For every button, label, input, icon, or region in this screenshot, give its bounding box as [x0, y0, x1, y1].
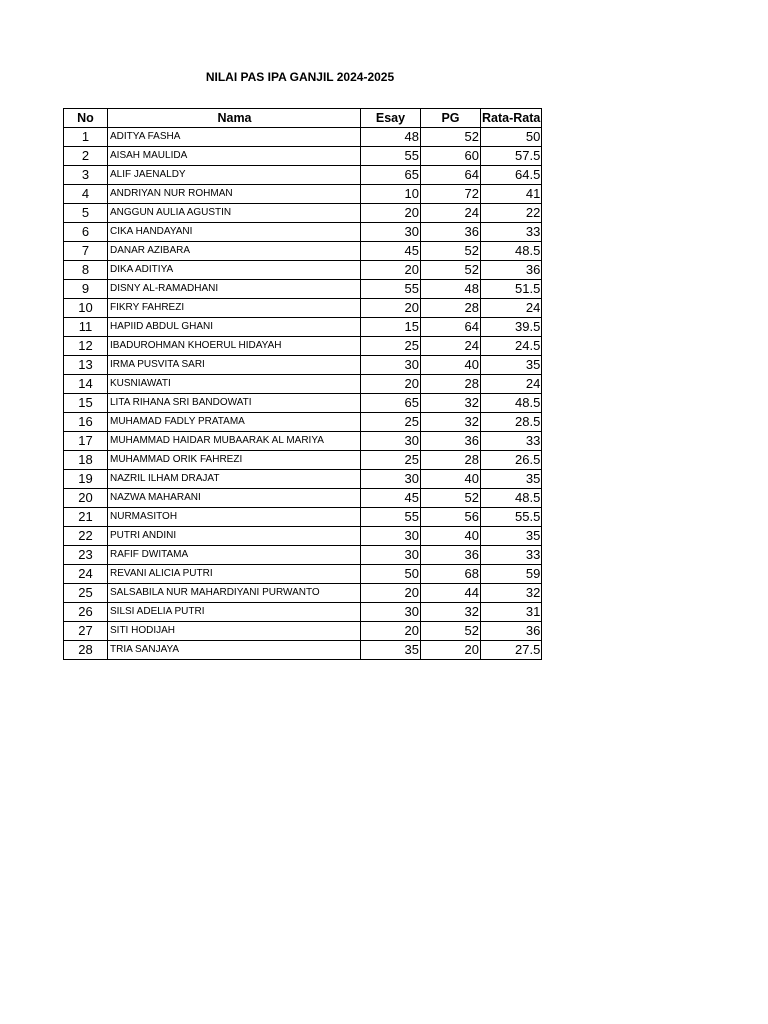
cell-nama: DISNY AL-RAMADHANI	[108, 280, 361, 299]
table-row	[64, 375, 542, 394]
cell-pg: 48	[421, 280, 481, 299]
cell-nama: REVANI ALICIA PUTRI	[108, 565, 361, 584]
cell-no: 3	[64, 166, 108, 185]
header-no: No	[64, 109, 108, 128]
cell-esay: 55	[361, 508, 421, 527]
cell-pg: 20	[421, 641, 481, 660]
table-row	[64, 432, 542, 451]
cell-rata-rata: 33	[481, 223, 542, 242]
table-header-row	[64, 109, 542, 128]
cell-no: 21	[64, 508, 108, 527]
cell-nama: NAZWA MAHARANI	[108, 489, 361, 508]
cell-esay: 55	[361, 280, 421, 299]
cell-no: 24	[64, 565, 108, 584]
cell-no: 13	[64, 356, 108, 375]
cell-rata-rata: 31	[481, 603, 542, 622]
table-row	[64, 223, 542, 242]
cell-no: 23	[64, 546, 108, 565]
cell-nama: IRMA PUSVITA SARI	[108, 356, 361, 375]
cell-no: 6	[64, 223, 108, 242]
cell-no: 18	[64, 451, 108, 470]
table-row	[64, 546, 542, 565]
cell-pg: 32	[421, 603, 481, 622]
cell-rata-rata: 48.5	[481, 242, 542, 261]
cell-rata-rata: 26.5	[481, 451, 542, 470]
cell-rata-rata: 36	[481, 261, 542, 280]
cell-no: 16	[64, 413, 108, 432]
cell-pg: 32	[421, 413, 481, 432]
cell-esay: 35	[361, 641, 421, 660]
cell-pg: 28	[421, 451, 481, 470]
cell-pg: 64	[421, 166, 481, 185]
header-esay: Esay	[361, 109, 421, 128]
cell-no: 15	[64, 394, 108, 413]
cell-nama: DIKA ADITIYA	[108, 261, 361, 280]
table-body	[64, 128, 542, 660]
cell-rata-rata: 51.5	[481, 280, 542, 299]
cell-esay: 30	[361, 603, 421, 622]
cell-no: 28	[64, 641, 108, 660]
cell-rata-rata: 28.5	[481, 413, 542, 432]
cell-pg: 24	[421, 337, 481, 356]
cell-esay: 25	[361, 413, 421, 432]
cell-pg: 60	[421, 147, 481, 166]
cell-no: 25	[64, 584, 108, 603]
cell-no: 1	[64, 128, 108, 147]
cell-pg: 56	[421, 508, 481, 527]
cell-rata-rata: 48.5	[481, 489, 542, 508]
cell-nama: MUHAMAD FADLY PRATAMA	[108, 413, 361, 432]
table-row	[64, 147, 542, 166]
table-row	[64, 603, 542, 622]
cell-rata-rata: 48.5	[481, 394, 542, 413]
cell-nama: MUHAMMAD ORIK FAHREZI	[108, 451, 361, 470]
cell-rata-rata: 27.5	[481, 641, 542, 660]
header-nama: Nama	[108, 109, 361, 128]
table-row	[64, 185, 542, 204]
table-row	[64, 261, 542, 280]
cell-rata-rata: 33	[481, 432, 542, 451]
cell-esay: 25	[361, 337, 421, 356]
cell-no: 26	[64, 603, 108, 622]
cell-esay: 30	[361, 546, 421, 565]
cell-esay: 15	[361, 318, 421, 337]
cell-nama: SILSI ADELIA PUTRI	[108, 603, 361, 622]
cell-nama: IBADUROHMAN KHOERUL HIDAYAH	[108, 337, 361, 356]
cell-pg: 52	[421, 261, 481, 280]
cell-rata-rata: 24	[481, 299, 542, 318]
cell-no: 20	[64, 489, 108, 508]
cell-rata-rata: 22	[481, 204, 542, 223]
cell-esay: 45	[361, 489, 421, 508]
cell-nama: RAFIF DWITAMA	[108, 546, 361, 565]
cell-esay: 45	[361, 242, 421, 261]
cell-pg: 68	[421, 565, 481, 584]
cell-esay: 30	[361, 432, 421, 451]
cell-rata-rata: 33	[481, 546, 542, 565]
cell-rata-rata: 64.5	[481, 166, 542, 185]
cell-nama: MUHAMMAD HAIDAR MUBAARAK AL MARIYA	[108, 432, 361, 451]
table-row	[64, 584, 542, 603]
cell-esay: 20	[361, 375, 421, 394]
cell-rata-rata: 35	[481, 527, 542, 546]
cell-rata-rata: 41	[481, 185, 542, 204]
page-title: NILAI PAS IPA GANJIL 2024-2025	[205, 70, 395, 84]
cell-pg: 40	[421, 470, 481, 489]
cell-nama: TRIA SANJAYA	[108, 641, 361, 660]
cell-pg: 52	[421, 242, 481, 261]
cell-nama: ALIF JAENALDY	[108, 166, 361, 185]
cell-rata-rata: 35	[481, 356, 542, 375]
table-row	[64, 128, 542, 147]
cell-esay: 65	[361, 166, 421, 185]
cell-pg: 64	[421, 318, 481, 337]
table-row	[64, 204, 542, 223]
cell-pg: 44	[421, 584, 481, 603]
cell-rata-rata: 39.5	[481, 318, 542, 337]
cell-no: 5	[64, 204, 108, 223]
cell-nama: ANGGUN AULIA AGUSTIN	[108, 204, 361, 223]
cell-rata-rata: 36	[481, 622, 542, 641]
table-row	[64, 489, 542, 508]
cell-rata-rata: 24	[481, 375, 542, 394]
cell-no: 22	[64, 527, 108, 546]
cell-nama: CIKA HANDAYANI	[108, 223, 361, 242]
cell-pg: 52	[421, 622, 481, 641]
cell-esay: 10	[361, 185, 421, 204]
cell-pg: 24	[421, 204, 481, 223]
cell-nama: SALSABILA NUR MAHARDIYANI PURWANTO	[108, 584, 361, 603]
table-row	[64, 166, 542, 185]
cell-esay: 25	[361, 451, 421, 470]
cell-no: 4	[64, 185, 108, 204]
cell-no: 10	[64, 299, 108, 318]
cell-rata-rata: 32	[481, 584, 542, 603]
table-row	[64, 413, 542, 432]
cell-nama: LITA RIHANA SRI BANDOWATI	[108, 394, 361, 413]
cell-nama: ANDRIYAN NUR ROHMAN	[108, 185, 361, 204]
cell-no: 11	[64, 318, 108, 337]
cell-no: 19	[64, 470, 108, 489]
header-rata-rata: Rata-Rata	[481, 109, 542, 128]
cell-nama: SITI HODIJAH	[108, 622, 361, 641]
cell-no: 9	[64, 280, 108, 299]
cell-nama: NAZRIL ILHAM DRAJAT	[108, 470, 361, 489]
table-row	[64, 394, 542, 413]
cell-no: 8	[64, 261, 108, 280]
table-row	[64, 299, 542, 318]
cell-nama: DANAR AZIBARA	[108, 242, 361, 261]
table-row	[64, 565, 542, 584]
table-row	[64, 280, 542, 299]
cell-nama: AISAH MAULIDA	[108, 147, 361, 166]
cell-pg: 52	[421, 489, 481, 508]
cell-no: 14	[64, 375, 108, 394]
cell-pg: 32	[421, 394, 481, 413]
table-row	[64, 337, 542, 356]
cell-esay: 55	[361, 147, 421, 166]
table-row	[64, 622, 542, 641]
cell-esay: 50	[361, 565, 421, 584]
header-pg: PG	[421, 109, 481, 128]
cell-pg: 52	[421, 128, 481, 147]
cell-no: 12	[64, 337, 108, 356]
cell-rata-rata: 24.5	[481, 337, 542, 356]
cell-no: 7	[64, 242, 108, 261]
table-row	[64, 451, 542, 470]
cell-no: 27	[64, 622, 108, 641]
cell-esay: 20	[361, 584, 421, 603]
cell-pg: 72	[421, 185, 481, 204]
table-row	[64, 508, 542, 527]
cell-esay: 20	[361, 622, 421, 641]
cell-nama: ADITYA FASHA	[108, 128, 361, 147]
cell-rata-rata: 59	[481, 565, 542, 584]
cell-pg: 40	[421, 356, 481, 375]
cell-pg: 36	[421, 546, 481, 565]
cell-esay: 30	[361, 356, 421, 375]
cell-esay: 20	[361, 261, 421, 280]
cell-pg: 36	[421, 432, 481, 451]
cell-esay: 65	[361, 394, 421, 413]
grades-table	[63, 108, 542, 660]
cell-esay: 30	[361, 223, 421, 242]
cell-esay: 48	[361, 128, 421, 147]
cell-nama: NURMASITOH	[108, 508, 361, 527]
table-row	[64, 470, 542, 489]
cell-esay: 20	[361, 299, 421, 318]
cell-esay: 30	[361, 527, 421, 546]
cell-pg: 28	[421, 375, 481, 394]
cell-no: 17	[64, 432, 108, 451]
cell-esay: 20	[361, 204, 421, 223]
cell-rata-rata: 57.5	[481, 147, 542, 166]
cell-nama: HAPIID ABDUL GHANI	[108, 318, 361, 337]
table-row	[64, 356, 542, 375]
table-row	[64, 242, 542, 261]
cell-pg: 40	[421, 527, 481, 546]
cell-nama: PUTRI ANDINI	[108, 527, 361, 546]
cell-no: 2	[64, 147, 108, 166]
table-row	[64, 527, 542, 546]
table-row	[64, 641, 542, 660]
cell-rata-rata: 50	[481, 128, 542, 147]
cell-nama: KUSNIAWATI	[108, 375, 361, 394]
cell-rata-rata: 55.5	[481, 508, 542, 527]
cell-esay: 30	[361, 470, 421, 489]
cell-pg: 28	[421, 299, 481, 318]
cell-rata-rata: 35	[481, 470, 542, 489]
cell-pg: 36	[421, 223, 481, 242]
cell-nama: FIKRY FAHREZI	[108, 299, 361, 318]
table-row	[64, 318, 542, 337]
